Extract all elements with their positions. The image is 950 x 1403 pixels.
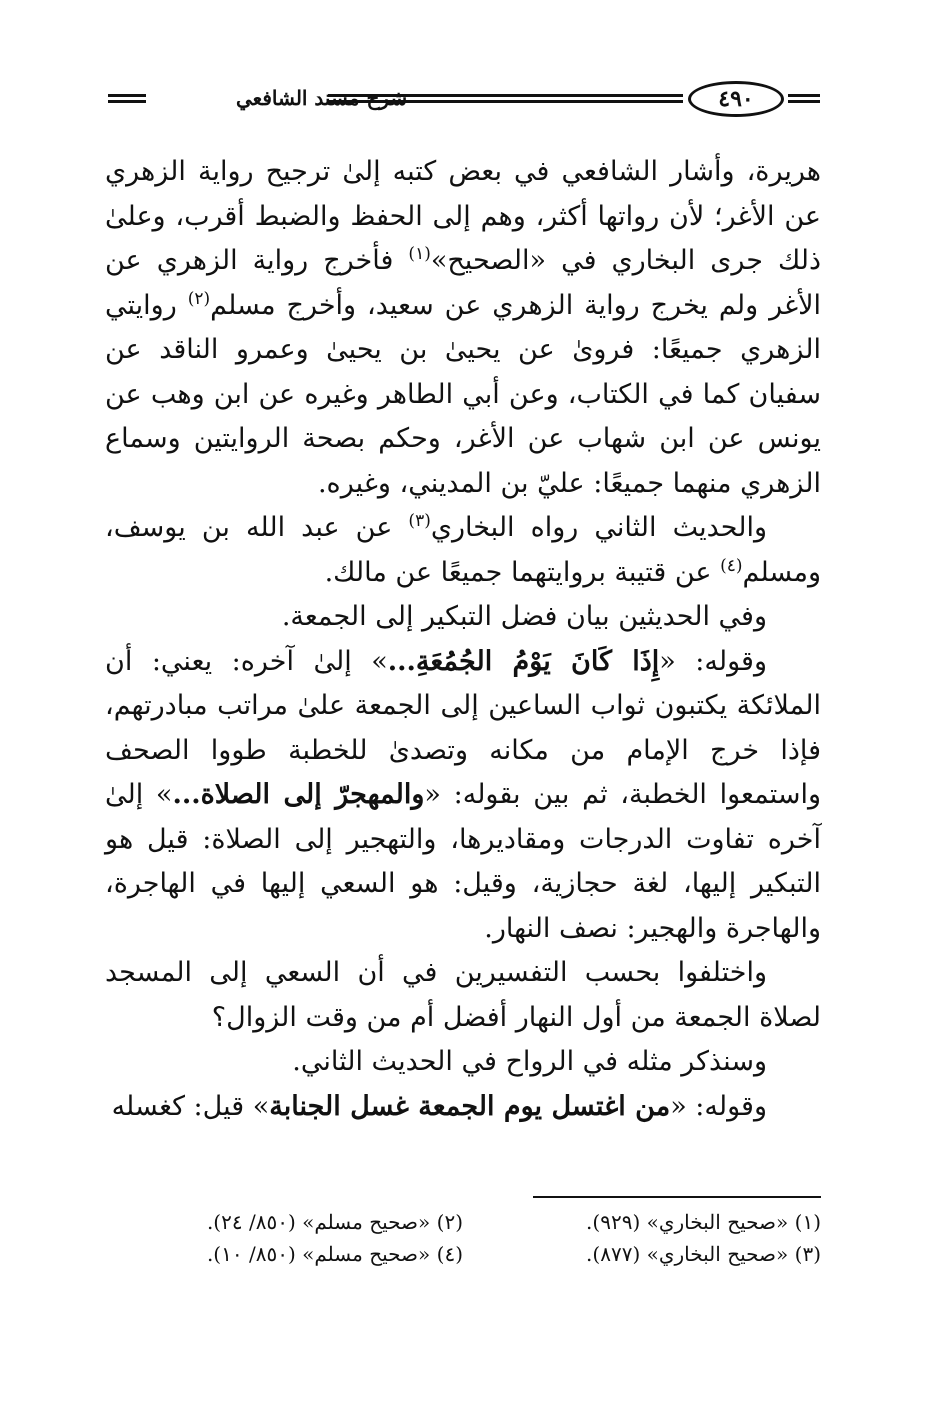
footnote-1: (١) «صحيح البخاري» (٩٢٩). [586,1210,821,1234]
text-run: » إلىٰ آخره تفاوت الدرجات ومقاديرها، والتهجير إلى الصلاة: قيل هو التبكير إليها، لغة حجازية، وقيل: هو السعي إليها في الهاجرة، والهاجرة والهجير: نصف النهار. [105,779,821,944]
footnotes [105,1206,821,1270]
footnote-separator [533,1196,821,1198]
footnote-4: (٤) «صحيح مسلم» (٨٥٠/ ١٠). [206,1242,463,1266]
footnote-row [105,1238,821,1270]
text-run: عن قتيبة بروايتهما جميعًا عن مالك. [324,556,721,588]
footnote-marker: (٢) [187,288,211,309]
text-run: والحديث الثاني رواه البخاري [430,512,767,543]
text-run: روايتي الزهري جميعًا: فروىٰ عن يحيىٰ بن يحيىٰ وعمرو الناقد عن سفيان كما في الكتاب، وعن أبي الطاهر وغيره عن ابن وهب عن يونس عن ابن شهاب عن الأغر، وحكم بصحة الروايتين وسماع الزهري منهما جميعًا: عليّ بن المديني، وغيره. [105,289,821,499]
text-run: وسنذكر مثله في الرواح في الحديث الثاني. [292,1046,767,1077]
text-run: » إلىٰ آخره: يعني: أن الملائكة يكتبون ثواب الساعين إلى الجمعة علىٰ مراتب مبادرتهم، فإذا خرج الإمام من مكانه وتصدىٰ للخطبة طووا الصحف واستمعوا الخطبة، ثم بين بقوله: « [105,645,821,810]
footnote-3: (٣) «صحيح البخاري» (٨٧٧). [586,1242,821,1266]
text-run: وقوله: « [659,645,767,677]
paragraph [105,640,821,952]
book-title: شرح مسند الشافعي [236,86,408,110]
header-rule [328,94,683,103]
paragraph [105,150,821,506]
running-header [108,78,820,126]
footnote-row [105,1206,821,1238]
footnote-marker: (٤) [720,555,743,576]
footnote-marker: (٣) [408,511,431,531]
quoted-hadith-text: والمهجرّ إلى الصلاة... [172,779,425,810]
text-run: عن عبد الله بن يوسف، ومسلم [105,512,821,588]
text-run: هريرة، وأشار الشافعي في بعض كتبه إلىٰ ترجيح رواية الزهري عن الأغر؛ لأن رواتها أكثر، وهم إلى الحفظ والضبط أقرب، وعلىٰ ذلك جرى البخاري في «الصحيح» [105,156,822,276]
text-run: فأخرج رواية الزهري عن الأغر ولم يخرج رواية الزهري عن سعيد، وأخرج مسلم [105,245,822,321]
quoted-hadith-text: إِذَا كَانَ يَوْمُ الجُمُعَةِ... [387,645,660,677]
main-text [105,150,821,1129]
header-ornament-left [108,94,146,103]
paragraph [105,595,821,640]
page-number: ٤٩٠ [688,81,784,117]
paragraph [105,506,821,595]
paragraph [105,951,821,1040]
text-run: وفي الحديثين بيان فضل التبكير إلى الجمعة. [281,601,767,632]
text-run: واختلفوا بحسب التفسيرين في أن السعي إلى المسجد لصلاة الجمعة من أول النهار أفضل أم من وقت الزوال؟ [105,957,821,1033]
quoted-hadith-text: من اغتسل يوم الجمعة غسل الجنابة [269,1090,671,1122]
text-run: » قيل: كغسله [111,1090,270,1122]
paragraph [105,1085,821,1130]
footnote-2: (٢) «صحيح مسلم» (٨٥٠/ ٢٤). [206,1210,463,1234]
paragraph [105,1040,821,1085]
header-ornament-right [788,94,820,103]
text-run: وقوله: « [670,1090,767,1122]
footnote-marker: (١) [408,244,431,264]
